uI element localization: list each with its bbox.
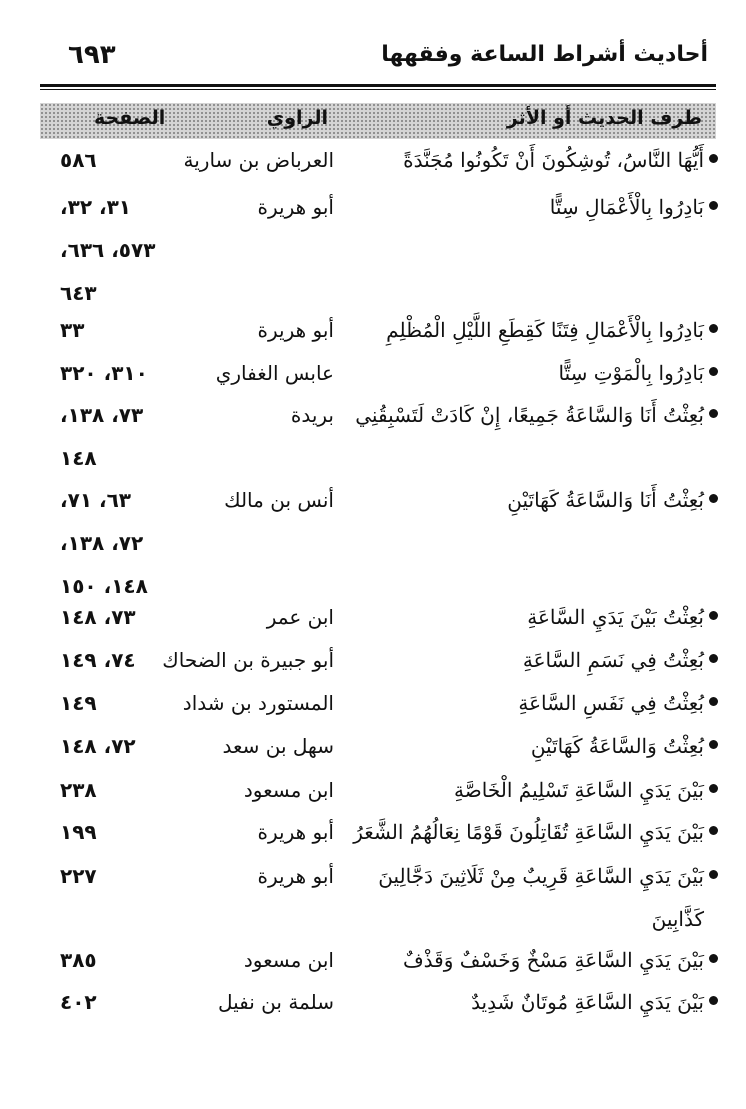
bullet-icon <box>709 324 718 333</box>
page-reference: ٢٣٨ <box>60 778 97 802</box>
page-reference: ٣١٠، ٣٢٠ <box>60 361 148 385</box>
hadith-text: بُعِثْتُ فِي نَفَسِ السَّاعَةِ <box>518 691 704 715</box>
hadith-text: بَادِرُوا بِالْأَعْمَالِ فِتَنًا كَقِطَعِ اللَّيْلِ الْمُظْلِمِ <box>386 318 704 342</box>
page-reference: ٣١، ٣٢، <box>60 195 132 219</box>
page-reference: ١٤٩ <box>60 691 97 715</box>
index-row <box>0 361 746 395</box>
index-row <box>0 148 746 182</box>
narrator: أبو هريرة <box>257 195 334 219</box>
narrator: أبو هريرة <box>257 864 334 888</box>
page-header <box>40 36 716 80</box>
column-header-narrator: الراوي <box>266 107 328 129</box>
bullet-icon <box>709 654 718 663</box>
narrator: ابن عمر <box>266 605 334 629</box>
hadith-text: بُعِثْتُ أَنَا وَالسَّاعَةُ كَهَاتَيْنِ <box>507 488 704 512</box>
page-reference: ٥٨٦ <box>60 148 97 172</box>
narrator: المستورد بن شداد <box>182 691 334 715</box>
narrator: أبو جبيرة بن الضحاك <box>162 648 334 672</box>
column-header <box>40 103 716 139</box>
index-row <box>0 820 746 854</box>
bullet-icon <box>709 870 718 879</box>
narrator: أبو هريرة <box>257 318 334 342</box>
page-reference: ٧٢، ١٤٨ <box>60 734 136 758</box>
bullet-icon <box>709 784 718 793</box>
page-reference: ١٤٨ <box>60 446 97 470</box>
index-row <box>0 403 746 470</box>
index-row <box>0 691 746 725</box>
page-reference: ٦٤٣ <box>60 281 97 305</box>
page-reference: ٧٤، ١٤٩ <box>60 648 136 672</box>
page-reference: ٢٢٧ <box>60 864 97 888</box>
column-header-page: الصفحة <box>94 107 166 129</box>
hadith-text: أَيُّهَا النَّاسُ، تُوشِكُونَ أَنْ تَكُونُوا مُجَنَّدَةً <box>403 148 704 172</box>
bullet-icon <box>709 201 718 210</box>
book-title: أحاديث أشراط الساعة وفقهها <box>381 42 708 67</box>
page-reference: ٣٨٥ <box>60 948 97 972</box>
index-row <box>0 648 746 682</box>
index-row <box>0 778 746 812</box>
header-rule-thin <box>40 89 716 90</box>
bullet-icon <box>709 611 718 620</box>
narrator: سلمة بن نفيل <box>217 990 334 1014</box>
page-reference: ٧٢، ١٣٨، <box>60 531 144 555</box>
narrator: ابن مسعود <box>243 948 334 972</box>
hadith-text: بُعِثْتُ بَيْنَ يَدَيِ السَّاعَةِ <box>527 605 704 629</box>
narrator: بريدة <box>290 403 334 427</box>
hadith-text: بُعِثْتُ وَالسَّاعَةُ كَهَاتَيْنِ <box>530 734 704 758</box>
bullet-icon <box>709 154 718 163</box>
page-reference: ١٤٨، ١٥٠ <box>60 574 148 598</box>
index-row <box>0 318 746 352</box>
index-row <box>0 864 746 931</box>
page-reference: ٧٣، ١٣٨، <box>60 403 144 427</box>
index-row <box>0 990 746 1024</box>
hadith-text: بَيْنَ يَدَيِ السَّاعَةِ قَرِيبٌ مِنْ ثَلَاثِينَ دَجَّالِينَ <box>378 864 704 888</box>
narrator: سهل بن سعد <box>222 734 334 758</box>
header-rule <box>40 84 716 87</box>
bullet-icon <box>709 740 718 749</box>
hadith-text: بُعِثْتُ فِي نَسَمِ السَّاعَةِ <box>522 648 704 672</box>
hadith-text: بُعِثْتُ أَنَا وَالسَّاعَةُ جَمِيعًا، إِنْ كَادَتْ لَتَسْبِقُنِي <box>355 403 704 427</box>
hadith-text-continuation: كَذَّابِينَ <box>651 907 704 931</box>
page-reference: ١٩٩ <box>60 820 97 844</box>
hadith-text: بَيْنَ يَدَيِ السَّاعَةِ مُوتَانٌ شَدِيدٌ <box>471 990 704 1014</box>
hadith-text: بَادِرُوا بِالْمَوْتِ سِتًّا <box>558 361 704 385</box>
hadith-text: بَادِرُوا بِالْأَعْمَالِ سِتًّا <box>549 195 704 219</box>
page-reference: ٤٠٢ <box>60 990 97 1014</box>
narrator: أبو هريرة <box>257 820 334 844</box>
hadith-text: بَيْنَ يَدَيِ السَّاعَةِ تُقَاتِلُونَ قَوْمًا نِعَالُهُمُ الشَّعَرُ <box>353 820 704 844</box>
bullet-icon <box>709 367 718 376</box>
index-row <box>0 734 746 768</box>
bullet-icon <box>709 409 718 418</box>
narrator: عابس الغفاري <box>215 361 334 385</box>
index-row <box>0 605 746 639</box>
bullet-icon <box>709 697 718 706</box>
page-reference: ٧٣، ١٤٨ <box>60 605 136 629</box>
index-row <box>0 488 746 598</box>
column-header-text: طرف الحديث أو الأثر <box>506 107 702 129</box>
page-number: ٦٩٣ <box>68 40 116 70</box>
index-row <box>0 195 746 305</box>
index-row <box>0 948 746 982</box>
narrator: ابن مسعود <box>243 778 334 802</box>
bullet-icon <box>709 826 718 835</box>
bullet-icon <box>709 494 718 503</box>
bullet-icon <box>709 996 718 1005</box>
narrator: العرباض بن سارية <box>183 148 334 172</box>
narrator: أنس بن مالك <box>224 488 334 512</box>
bullet-icon <box>709 954 718 963</box>
page-reference: ٦٣، ٧١، <box>60 488 132 512</box>
page-reference: ٥٧٣، ٦٣٦، <box>60 238 156 262</box>
page-reference: ٣٣ <box>60 318 85 342</box>
hadith-text: بَيْنَ يَدَيِ السَّاعَةِ تَسْلِيمُ الْخَاصَّةِ <box>454 778 704 802</box>
hadith-text: بَيْنَ يَدَيِ السَّاعَةِ مَسْخٌ وَخَسْفٌ وَقَذْفٌ <box>402 948 704 972</box>
